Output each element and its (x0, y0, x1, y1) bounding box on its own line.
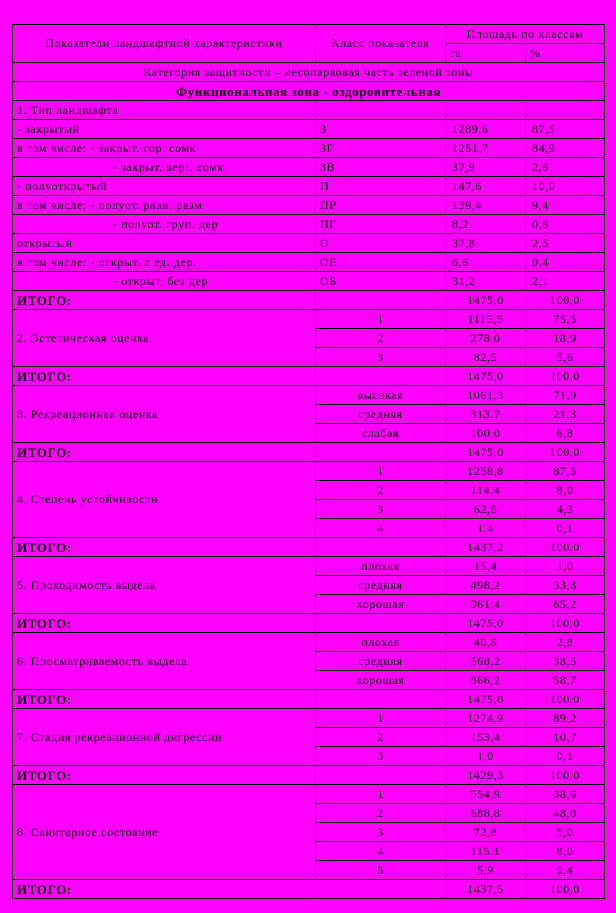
row-ha: 498,2 (446, 576, 526, 595)
table-row (13, 272, 605, 291)
section-title: 2. Эстетическая оценка (13, 310, 316, 367)
table-row (13, 785, 605, 804)
row-pct: 87,5 (526, 120, 605, 139)
total-ha: 1429,3 (446, 766, 526, 785)
row-pct: 0,6 (526, 215, 605, 234)
table-row (13, 462, 605, 481)
table-row (13, 310, 605, 329)
header-row (13, 25, 605, 44)
total-row (13, 766, 605, 785)
row-pct: 75,5 (526, 310, 605, 329)
row-pct: 71,9 (526, 386, 605, 405)
row-class: 1 (316, 709, 446, 728)
row-ha: 278,0 (446, 329, 526, 348)
row-class: 1 (316, 462, 446, 481)
row-ha: 31,2 (446, 272, 526, 291)
table-row (13, 709, 605, 728)
row-label: в том числе: - закрыт. гор. сомк (13, 139, 316, 158)
row-class: ЗГ (316, 139, 446, 158)
table-row (13, 253, 605, 272)
row-ha: 1251,7 (446, 139, 526, 158)
row-pct: 8,0 (526, 842, 605, 861)
row-ha: 6,6 (446, 253, 526, 272)
row-class: 2 (316, 728, 446, 747)
total-label: ИТОГО: (13, 766, 316, 785)
row-ha: 866,2 (446, 671, 526, 690)
total-ha: 1475,0 (446, 614, 526, 633)
row-class: З (316, 120, 446, 139)
row-class: 2 (316, 329, 446, 348)
row-class: 2 (316, 481, 446, 500)
row-ha: 114,4 (446, 481, 526, 500)
row-ha: 1115,5 (446, 310, 526, 329)
table-row (13, 633, 605, 652)
row-class: 4 (316, 519, 446, 538)
total-row (13, 443, 605, 462)
row-pct: 10,7 (526, 728, 605, 747)
total-label: ИТОГО: (13, 367, 316, 386)
row-class: О (316, 234, 446, 253)
zone-text: Функциональная зона - оздоровительная (13, 82, 605, 101)
row-pct: 38,5 (526, 652, 605, 671)
row-pct: 84,9 (526, 139, 605, 158)
row-class: слабая (316, 424, 446, 443)
total-label: ИТОГО: (13, 538, 316, 557)
row-class: 1 (316, 310, 446, 329)
total-ha: 1475,0 (446, 690, 526, 709)
landscape-table (12, 24, 605, 899)
empty-cell (316, 291, 446, 310)
row-pct: 6,8 (526, 424, 605, 443)
total-ha: 1475,0 (446, 367, 526, 386)
row-class: средняя (316, 405, 446, 424)
row-ha: 72,8 (446, 823, 526, 842)
row-ha: 1258,8 (446, 462, 526, 481)
empty-cell (316, 614, 446, 633)
row-label: - закрытый (13, 120, 316, 139)
total-pct: 100,0 (526, 443, 605, 462)
empty-cell (316, 538, 446, 557)
row-pct: 48,0 (526, 804, 605, 823)
row-class: высокая (316, 386, 446, 405)
row-pct: 18,9 (526, 329, 605, 348)
row-ha: 1061,3 (446, 386, 526, 405)
total-label: ИТОГО: (13, 690, 316, 709)
row-ha: 1274,9 (446, 709, 526, 728)
row-pct: 5,0 (526, 823, 605, 842)
row-ha: 100,0 (446, 424, 526, 443)
section-title: 6. Просматриваемость выдела (13, 633, 316, 690)
total-ha: 1437,5 (446, 880, 526, 899)
row-class: 3 (316, 823, 446, 842)
total-row (13, 690, 605, 709)
row-class: П (316, 177, 446, 196)
row-pct: 38,6 (526, 785, 605, 804)
row-pct: 2,8 (526, 633, 605, 652)
empty-cell (316, 690, 446, 709)
row-ha: 313,7 (446, 405, 526, 424)
table-row (13, 196, 605, 215)
table-row (13, 177, 605, 196)
row-pct: 4,3 (526, 500, 605, 519)
zone-row (13, 82, 605, 101)
total-pct: 100,0 (526, 690, 605, 709)
empty-cell (446, 101, 526, 120)
row-pct: 87,5 (526, 462, 605, 481)
total-label: ИТОГО: (13, 880, 316, 899)
row-label: - полуот. груп. дер (13, 215, 316, 234)
row-pct: 89,2 (526, 709, 605, 728)
total-label: ИТОГО: (13, 291, 316, 310)
row-pct: 2,1 (526, 272, 605, 291)
section-title: 1. Тип ландшафта (13, 101, 316, 120)
row-ha: 62,6 (446, 500, 526, 519)
row-class: 5 (316, 861, 446, 880)
total-row (13, 538, 605, 557)
row-class: средняя (316, 652, 446, 671)
table-row (13, 234, 605, 253)
row-label: - закрыт. верт. сомк. (13, 158, 316, 177)
row-ha: 40,6 (446, 633, 526, 652)
total-label: ИТОГО: (13, 614, 316, 633)
row-class: ЗВ (316, 158, 446, 177)
row-ha: 139,4 (446, 196, 526, 215)
row-pct: 2,5 (526, 234, 605, 253)
row-ha: 147,6 (446, 177, 526, 196)
row-ha: 82,5 (446, 348, 526, 367)
total-pct: 100,0 (526, 766, 605, 785)
row-ha: 1,0 (446, 747, 526, 766)
row-class: хорошая (316, 671, 446, 690)
section-title: 8. Санитарное состояние (13, 785, 316, 880)
total-row (13, 367, 605, 386)
row-pct: 21,3 (526, 405, 605, 424)
total-pct: 100,0 (526, 291, 605, 310)
row-ha: 153,4 (446, 728, 526, 747)
total-row (13, 291, 605, 310)
row-class: плохая (316, 557, 446, 576)
row-class: 3 (316, 747, 446, 766)
section-title: 4. Степень устойчивости (13, 462, 316, 538)
table-row (13, 158, 605, 177)
row-pct: 0,1 (526, 747, 605, 766)
row-pct: 0,4 (526, 861, 605, 880)
row-ha: 115,1 (446, 842, 526, 861)
category-row (13, 63, 605, 82)
total-pct: 100,0 (526, 367, 605, 386)
section-title-row (13, 101, 605, 120)
row-class: хорошая (316, 595, 446, 614)
row-ha: 15,4 (446, 557, 526, 576)
table-row (13, 386, 605, 405)
total-pct: 100,0 (526, 538, 605, 557)
row-pct: 58,7 (526, 671, 605, 690)
row-class: плохая (316, 633, 446, 652)
row-label: в том числе: - открыт. с ед. дер. (13, 253, 316, 272)
total-row (13, 614, 605, 633)
table-row (13, 557, 605, 576)
header-indicator: Показатели ландшафтной характеристики (13, 25, 316, 63)
row-ha: 37,8 (446, 234, 526, 253)
row-class: 4 (316, 842, 446, 861)
row-label: открытый (13, 234, 316, 253)
row-label: в том числе: - полуот. равн. разм (13, 196, 316, 215)
total-pct: 100,0 (526, 614, 605, 633)
row-ha: 37,9 (446, 158, 526, 177)
row-class: 3 (316, 500, 446, 519)
row-ha: 1289,6 (446, 120, 526, 139)
header-area: Площадь по классам (446, 25, 605, 44)
row-ha: 5,9 (446, 861, 526, 880)
row-ha: 688,8 (446, 804, 526, 823)
row-pct: 33,8 (526, 576, 605, 595)
row-class: ОЕ (316, 253, 446, 272)
row-pct: 0,4 (526, 253, 605, 272)
row-pct: 2,6 (526, 158, 605, 177)
total-row (13, 880, 605, 899)
header-class: Класс показателя (316, 25, 446, 63)
empty-cell (316, 101, 446, 120)
row-pct: 8,0 (526, 481, 605, 500)
row-ha: 568,2 (446, 652, 526, 671)
table-row (13, 215, 605, 234)
total-pct: 100,0 (526, 880, 605, 899)
table-row (13, 120, 605, 139)
row-label: - открыт. без дер (13, 272, 316, 291)
table-row (13, 139, 605, 158)
total-ha: 1475,0 (446, 443, 526, 462)
row-pct: 9,4 (526, 196, 605, 215)
section-title: 7. Стадия рекреационной дигрессии (13, 709, 316, 766)
empty-cell (526, 101, 605, 120)
row-class: ПР (316, 196, 446, 215)
section-title: 3. Рекреационная оценка (13, 386, 316, 443)
row-pct: 65,2 (526, 595, 605, 614)
header-pct: % (526, 44, 605, 63)
header-ha: га (446, 44, 526, 63)
row-pct: 5,6 (526, 348, 605, 367)
section-title: 5. Проходимость выдела (13, 557, 316, 614)
row-ha: 554,9 (446, 785, 526, 804)
row-ha: 961,4 (446, 595, 526, 614)
row-class: 2 (316, 804, 446, 823)
empty-cell (316, 766, 446, 785)
category-text: Категория защитности – лесопарковая часть зеленой зоны (13, 63, 605, 82)
row-class: 1 (316, 785, 446, 804)
row-label: - полуоткрытый (13, 177, 316, 196)
total-ha: 1475,0 (446, 291, 526, 310)
row-class: средняя (316, 576, 446, 595)
empty-cell (316, 367, 446, 386)
row-class: ПГ (316, 215, 446, 234)
total-label: ИТОГО: (13, 443, 316, 462)
row-class: 3 (316, 348, 446, 367)
empty-cell (316, 880, 446, 899)
row-pct: 1,0 (526, 557, 605, 576)
row-pct: 10,0 (526, 177, 605, 196)
empty-cell (316, 443, 446, 462)
row-ha: 8,2 (446, 215, 526, 234)
total-ha: 1437,2 (446, 538, 526, 557)
row-ha: 1,4 (446, 519, 526, 538)
row-pct: 0,1 (526, 519, 605, 538)
row-class: ОБ (316, 272, 446, 291)
